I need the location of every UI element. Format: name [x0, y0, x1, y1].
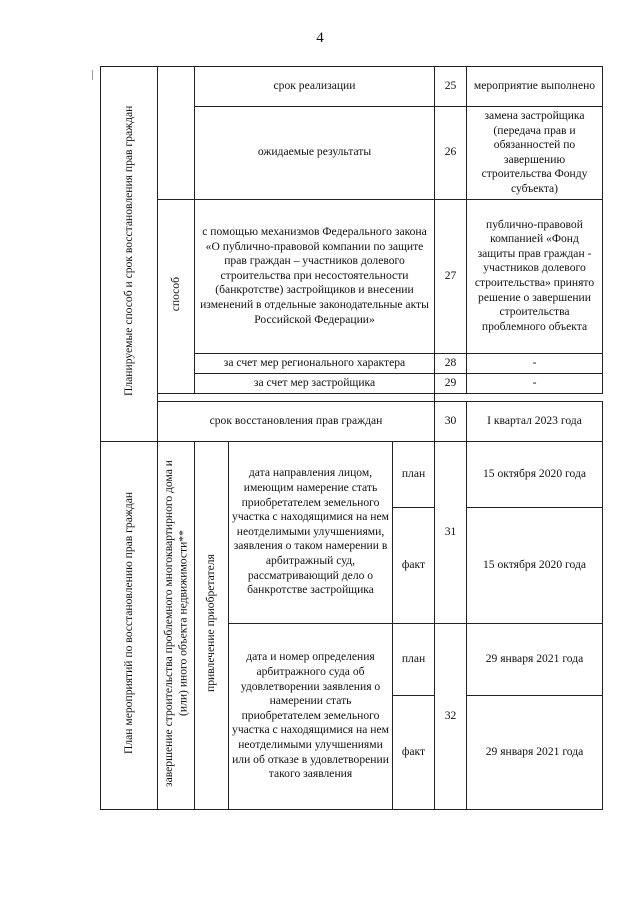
- section-1-cell: [101, 67, 158, 442]
- row-27: [101, 199, 603, 353]
- row-27-num: 27: [435, 199, 467, 353]
- blank-cell: [158, 67, 195, 200]
- row-31-plan-value: 15 октября 2020 года: [467, 441, 603, 507]
- group-cell: [195, 441, 229, 809]
- section-2-label: План мероприятий по восстановлению прав граждан: [121, 491, 135, 754]
- row-32-fact-value: 29 января 2021 года: [467, 695, 603, 809]
- row-31-fact-value: 15 октября 2020 года: [467, 507, 603, 623]
- row-32-label: дата и номер определения арбитражного суда об удовлетворении заявления о намерении стать приобретателем земельного участка с находящимися на нем неотделимыми улучшениями или об отказе в удовлетворении такого заявления: [229, 623, 393, 809]
- row-27-value: публично-правовой компанией «Фонд защиты прав граждан - участников долевого строительства» принято решение о завершении строительства проблемного объекта: [467, 199, 603, 353]
- row-30-num: 30: [435, 401, 467, 441]
- spacer-row: [101, 393, 603, 401]
- row-26-label: ожидаемые результаты: [195, 107, 435, 200]
- row-28-num: 28: [435, 353, 467, 373]
- method-cell: [158, 199, 195, 393]
- row-31-fact-label: факт: [393, 507, 435, 623]
- row-31-plan: [101, 441, 603, 507]
- method-label: способ: [168, 276, 182, 311]
- row-31-plan-label: план: [393, 441, 435, 507]
- row-28-label: за счет мер регионального характера: [195, 353, 435, 373]
- subsection-cell: [158, 441, 195, 809]
- measures-table: [100, 66, 603, 810]
- subsection-label: завершение строительства проблемного многоквартирного дома и (или) иного объекта недвижимости**: [161, 459, 189, 787]
- row-32-plan-label: план: [393, 623, 435, 695]
- row-32-plan-value: 29 января 2021 года: [467, 623, 603, 695]
- group-label: привлечение приобретателя: [204, 553, 218, 692]
- spacer-cell: [158, 393, 435, 401]
- row-30-label: срок восстановления прав граждан: [158, 401, 435, 441]
- row-32-fact-label: факт: [393, 695, 435, 809]
- row-26-num: 26: [435, 107, 467, 200]
- row-27-label: с помощью механизмов Федерального закона «О публично-правовой компании по защите прав граждан – участников долевого строительства при несостоятельности (банкротстве) застройщиков и внесении изменений в отдельные законодательные акты Российской Федерации»: [195, 199, 435, 353]
- row-29-num: 29: [435, 373, 467, 393]
- row-30-value: I квартал 2023 года: [467, 401, 603, 441]
- row-29-label: за счет мер застройщика: [195, 373, 435, 393]
- row-31-num: 31: [435, 441, 467, 623]
- row-25-label: срок реализации: [195, 67, 435, 107]
- row-31-label: дата направления лицом, имеющим намерение стать приобретателем земельного участка с находящимися на нем неотделимыми улучшениями, заявления о таком намерении в арбитражный суд, рассматривающий дело о банкротстве застройщика: [229, 441, 393, 623]
- spacer-cell: [435, 393, 603, 401]
- section-2-cell: [101, 441, 158, 809]
- row-25: [101, 67, 603, 107]
- row-29-value: -: [467, 373, 603, 393]
- row-32-num: 32: [435, 623, 467, 809]
- row-28-value: -: [467, 353, 603, 373]
- row-26-value: замена застройщика (передача прав и обязанностей по завершению строительства Фонду субъекта): [467, 107, 603, 200]
- page-number: 4: [316, 30, 324, 46]
- row-25-num: 25: [435, 67, 467, 107]
- row-30: [101, 401, 603, 441]
- section-1-label: Планируемые способ и срок восстановления прав граждан: [121, 106, 135, 397]
- row-25-value: мероприятие выполнено: [467, 67, 603, 107]
